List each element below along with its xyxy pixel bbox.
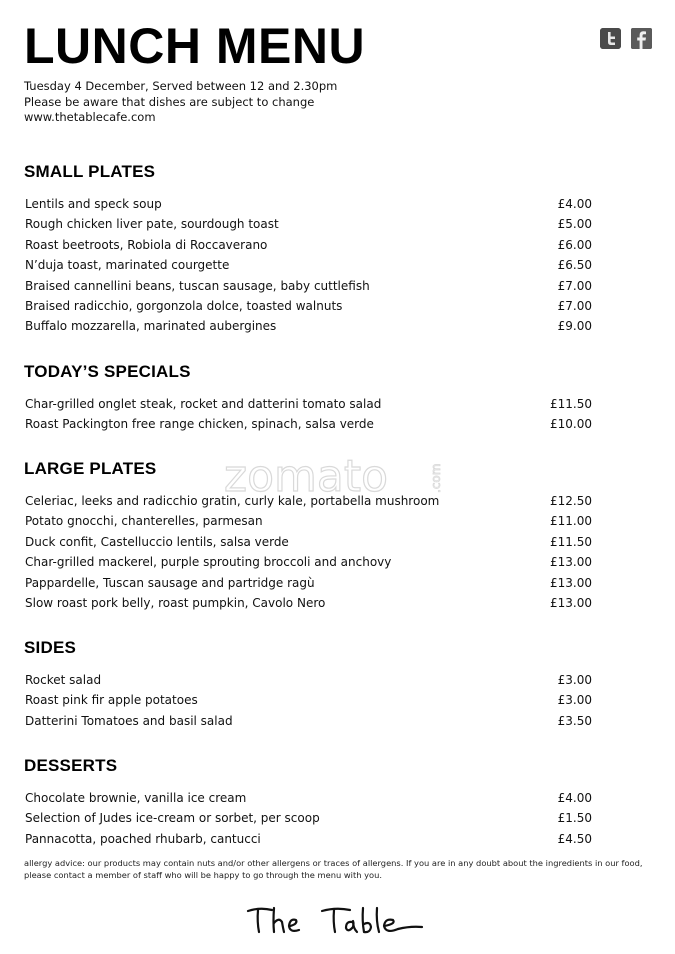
section-title: SMALL PLATES — [24, 162, 156, 181]
menu-item: Braised cannellini beans, tuscan sausage, baby cuttlefish £7.00 — [25, 278, 592, 293]
menu-item: Char-grilled mackerel, purple sprouting broccoli and anchovy £13.00 — [25, 555, 592, 570]
change-notice: Please be aware that dishes are subject to change — [24, 94, 315, 109]
section-title: SIDES — [24, 638, 77, 657]
section-small-plates — [24, 162, 596, 337]
menu-item: Celeriac, leeks and radicchio gratin, curly kale, portabella mushroom £12.50 — [25, 494, 592, 508]
menu-item: Roast Packington free range chicken, spinach, salsa verde £10.00 — [25, 417, 592, 432]
menu-item: Roast beetroots, Robiola di Roccaverano £6.00 — [25, 237, 592, 252]
section-title: DESSERTS — [24, 756, 118, 775]
menu-item: Char-grilled onglet steak, rocket and datterini tomato salad £11.50 — [25, 397, 592, 411]
menu-item: N’duja toast, marinated courgette £6.50 — [25, 258, 592, 273]
section-title: TODAY’S SPECIALS — [24, 362, 191, 381]
website-link[interactable]: www.thetablecafe.com — [24, 110, 156, 124]
menu-item: Buffalo mozzarella, marinated aubergines £9.00 — [25, 319, 592, 334]
menu-item: Rocket salad £3.00 — [25, 673, 592, 687]
menu-item: Braised radicchio, gorgonzola dolce, toasted walnuts £7.00 — [25, 298, 592, 313]
zomato-watermark — [224, 453, 454, 501]
menu-item: Selection of Judes ice-cream or sorbet, per scoop £1.50 — [25, 811, 592, 826]
menu-item: Pannacotta, poached rhubarb, cantucci £4.50 — [25, 831, 592, 846]
menu-item: Chocolate brownie, vanilla ice cream £4.00 — [25, 791, 592, 805]
menu-item: Datterini Tomatoes and basil salad £3.50 — [25, 713, 592, 728]
page-title: LUNCH MENU — [24, 18, 366, 74]
section-title: LARGE PLATES — [24, 459, 157, 478]
menu-item: Lentils and speck soup £4.00 — [25, 197, 592, 211]
facebook-icon[interactable] — [631, 28, 652, 49]
menu-item: Rough chicken liver pate, sourdough toast £5.00 — [25, 217, 592, 232]
section-sides — [24, 638, 596, 731]
watermark-text: zomato — [224, 453, 389, 501]
the-table-logo — [246, 902, 428, 942]
allergy-advice — [24, 858, 644, 881]
menu-item: Slow roast pork belly, roast pumpkin, Cavolo Nero £13.00 — [25, 595, 592, 610]
menu-item: Potato gnocchi, chanterelles, parmesan £11.00 — [25, 514, 592, 529]
twitter-icon[interactable] — [600, 28, 621, 49]
section-todays-specials — [24, 362, 596, 435]
menu-item: Roast pink fir apple potatoes £3.00 — [25, 693, 592, 708]
watermark-suffix: .com — [429, 463, 443, 493]
service-info: Tuesday 4 December, Served between 12 and 2.30pm — [24, 79, 338, 93]
allergy-line: please contact a member of staff who will be happy to go through the menu with you. — [24, 869, 382, 880]
section-desserts — [24, 756, 596, 849]
intro-text — [24, 79, 337, 126]
menu-item: Pappardelle, Tuscan sausage and partridge ragù £13.00 — [25, 575, 592, 590]
menu-item: Duck confit, Castelluccio lentils, salsa verde £11.50 — [25, 534, 592, 549]
allergy-line: allergy advice: our products may contain nuts and/or other allergens or traces of allergens. If you are in any doubt about the ingredients in our food, — [24, 858, 643, 868]
